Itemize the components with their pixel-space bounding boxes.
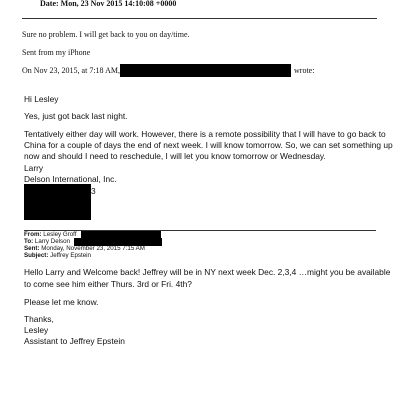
- subject-label: Subject:: [24, 252, 49, 259]
- sent-label: Sent:: [24, 245, 40, 252]
- paragraph-2-line-3: now and should I need to reschedule, I will let you know tomorrow or Wednesday.: [24, 151, 326, 161]
- subject-line: [24, 252, 91, 259]
- forward-body-line-1: Hello Larry and Welcome back! Jeffrey will be in NY next week Dec. 2,3,4 …might you be available: [24, 267, 391, 277]
- sent-value: Monday, November 23, 2015 7:15 AM: [41, 245, 145, 252]
- greeting: Hi Lesley: [24, 94, 59, 104]
- to-value: Larry Delson: [34, 238, 70, 245]
- from-value: Lesley Groff: [43, 231, 77, 238]
- from-label: From:: [24, 231, 42, 238]
- paragraph-2-line-2: China for a couple of days the end of next week. I will know tomorrow. So, we can set something up: [24, 140, 393, 150]
- closing: Thanks,: [24, 314, 54, 324]
- quote-intro-prefix: On Nov 23, 2015, at 7:18 AM,: [22, 66, 120, 75]
- date-line: [40, 0, 176, 8]
- sent-from-line: Sent from my iPhone: [22, 48, 91, 57]
- reply-line: Sure no problem. I will get back to you on day/time.: [22, 30, 190, 39]
- paragraph-2-line-1: Tentatively either day will work. However, there is a remote possibility that I will have to go back to: [24, 129, 386, 139]
- redaction-block: [120, 64, 291, 77]
- forward-body-line-2: to come see him either Thurs. 3rd or Fri. 4th?: [24, 279, 192, 289]
- date-label: Date:: [40, 0, 59, 8]
- quote-intro-suffix: wrote:: [294, 66, 315, 75]
- sender-title: Assistant to Jeffrey Epstein: [24, 336, 125, 346]
- forward-body-line-3: Please let me know.: [24, 297, 99, 307]
- redaction-block: [24, 184, 91, 220]
- header-divider: [22, 18, 377, 19]
- to-label: To:: [24, 238, 34, 245]
- date-value: Mon, 23 Nov 2015 14:10:08 +0000: [60, 0, 177, 8]
- signature-name: Larry: [24, 163, 44, 173]
- signature-fragment: 3: [91, 186, 96, 196]
- signature-company: Delson International, Inc.: [24, 174, 117, 184]
- paragraph-1: Yes, just got back last night.: [24, 111, 128, 121]
- subject-value: Jeffrey Epstein: [50, 252, 91, 259]
- sender-name: Lesley: [24, 325, 49, 335]
